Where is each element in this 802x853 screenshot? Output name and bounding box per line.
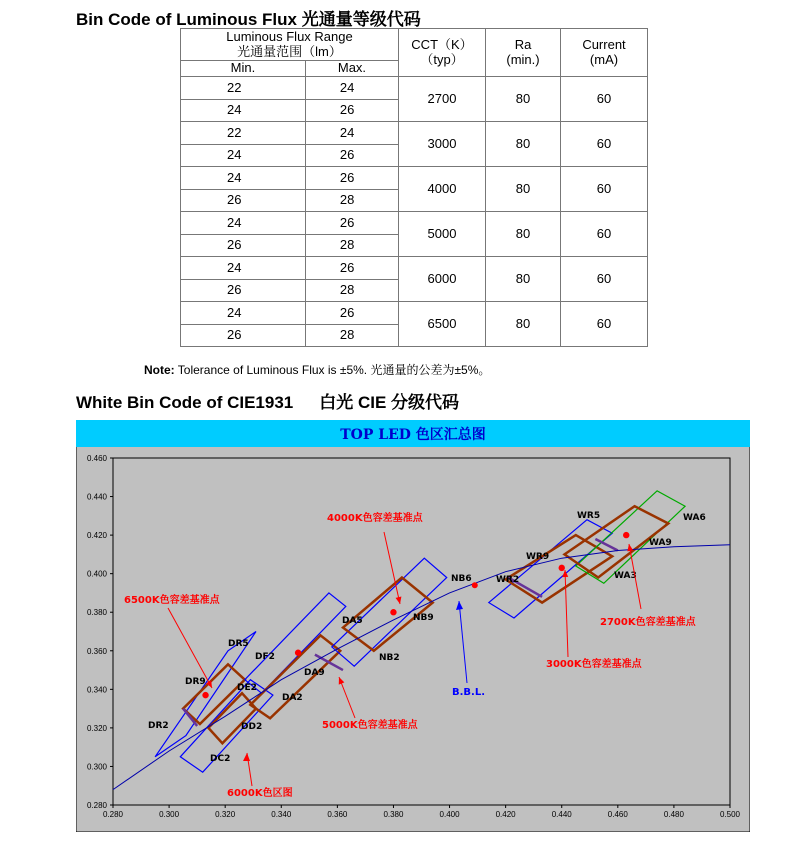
bin-label: DA9 (304, 668, 325, 678)
cell-max: 24 (305, 77, 398, 100)
y-tick-label: 0.300 (86, 762, 107, 772)
y-tick-label: 0.340 (86, 685, 107, 695)
x-tick-label: 0.400 (439, 810, 460, 819)
bin-label: NB6 (451, 574, 472, 584)
cell-max: 26 (305, 144, 398, 167)
cell-min: 24 (181, 257, 306, 280)
reference-point (390, 609, 396, 615)
page-title-white-bin (76, 388, 459, 413)
tolerance-note (144, 361, 490, 378)
cell-ra: 80 (486, 122, 561, 167)
bin-label: DF2 (255, 652, 275, 662)
reference-point-label: 3000K色容差基准点 (546, 659, 642, 670)
cell-min: 22 (181, 77, 306, 100)
header-max: Max. (305, 61, 398, 77)
reference-point (559, 565, 565, 571)
x-tick-label: 0.320 (215, 810, 236, 819)
cell-min: 26 (181, 279, 306, 302)
x-tick-label: 0.440 (551, 810, 572, 819)
y-tick-label: 0.360 (86, 646, 107, 656)
bin-label: WA3 (614, 571, 637, 581)
x-tick-label: 0.340 (271, 810, 292, 819)
header-min: Min. (181, 61, 306, 77)
cell-min: 24 (181, 99, 306, 122)
cell-min: 24 (181, 212, 306, 235)
note-label: Note: (144, 363, 175, 377)
header-cct (399, 29, 486, 77)
cell-ra: 80 (486, 257, 561, 302)
cell-min: 26 (181, 324, 306, 347)
table-body (181, 77, 648, 347)
x-tick-label: 0.460 (607, 810, 628, 819)
y-tick-label: 0.280 (86, 801, 107, 810)
title2-cn: 白光 CIE 分级代码 (319, 393, 460, 412)
annotation-bbl: B.B.L. (452, 687, 486, 698)
note-text: Tolerance of Luminous Flux is ±5%. 光通量的公差为±5%。 (174, 363, 491, 377)
cell-max: 26 (305, 302, 398, 325)
bin-label: WR9 (526, 552, 550, 562)
bin-label: WA6 (683, 513, 706, 523)
reference-point (623, 532, 629, 538)
page-title-luminous-flux: Bin Code of Luminous Flux 光通量等级代码 (76, 10, 421, 29)
cell-cct: 4000 (399, 167, 486, 212)
table-row (181, 122, 648, 145)
cell-min: 24 (181, 167, 306, 190)
table-row (181, 302, 648, 325)
y-tick-label: 0.440 (86, 492, 107, 502)
cell-current: 60 (561, 212, 648, 257)
reference-point-label: 4000K色容差基准点 (327, 513, 423, 524)
header-ra-label: Ra (514, 37, 532, 53)
bin-label: DE2 (237, 683, 257, 693)
cell-cct: 5000 (399, 212, 486, 257)
bin-label: DR2 (148, 721, 169, 731)
reference-point (472, 582, 478, 588)
y-tick-label: 0.380 (86, 608, 107, 618)
title2-en: White Bin Code of CIE1931 (76, 393, 294, 412)
bin-label: WA9 (649, 538, 672, 548)
bin-label: DA5 (342, 616, 363, 626)
header-ra-sub: (min.) (506, 51, 540, 67)
cell-ra: 80 (486, 212, 561, 257)
x-tick-label: 0.360 (327, 810, 348, 819)
table-row (181, 212, 648, 235)
cell-cct: 6500 (399, 302, 486, 347)
cell-min: 26 (181, 189, 306, 212)
bin-label: WR2 (496, 575, 520, 585)
x-tick-label: 0.380 (383, 810, 404, 819)
x-tick-label: 0.300 (159, 810, 180, 819)
bin-label: DA2 (282, 693, 303, 703)
reference-point-label: 6500K色容差基准点 (124, 595, 220, 606)
y-tick-label: 0.460 (86, 454, 107, 463)
bin-label: WR5 (577, 511, 601, 521)
cell-current: 60 (561, 167, 648, 212)
cell-max: 24 (305, 122, 398, 145)
reference-point (202, 692, 208, 698)
y-tick-label: 0.400 (86, 569, 107, 579)
cell-current: 60 (561, 302, 648, 347)
reference-point-label: 5000K色容差基准点 (322, 720, 418, 731)
cell-max: 26 (305, 257, 398, 280)
header-flux-range (181, 29, 399, 61)
cell-min: 24 (181, 302, 306, 325)
cell-max: 28 (305, 324, 398, 347)
cell-ra: 80 (486, 302, 561, 347)
cell-max: 26 (305, 212, 398, 235)
cell-max: 28 (305, 279, 398, 302)
cell-max: 26 (305, 99, 398, 122)
header-flux-cn: 光通量范围（lm） (237, 43, 342, 59)
table-row (181, 257, 648, 280)
chart-title: TOP LED 色区汇总图 (340, 427, 486, 443)
header-cct-en: CCT（K） (411, 37, 473, 53)
annotation-6000k: 6000K色区图 (227, 788, 293, 799)
header-ra (486, 29, 561, 77)
reference-point (295, 650, 301, 656)
cell-max: 28 (305, 234, 398, 257)
x-tick-label: 0.280 (102, 810, 124, 819)
header-cct-sub: （typ） (420, 51, 464, 67)
cell-cct: 3000 (399, 122, 486, 167)
cell-ra: 80 (486, 167, 561, 212)
cie-chart (76, 420, 750, 832)
cell-current: 60 (561, 122, 648, 167)
header-current (561, 29, 648, 77)
bin-label: DC2 (210, 754, 231, 764)
cell-min: 22 (181, 122, 306, 145)
y-tick-label: 0.420 (86, 531, 107, 541)
luminous-flux-table (180, 28, 648, 347)
cell-max: 26 (305, 167, 398, 190)
cell-min: 26 (181, 234, 306, 257)
header-flux-en: Luminous Flux Range (226, 29, 353, 45)
y-tick-label: 0.320 (86, 723, 107, 733)
bin-label: DD2 (241, 722, 263, 732)
cell-cct: 2700 (399, 77, 486, 122)
cell-ra: 80 (486, 77, 561, 122)
bin-label: DR5 (228, 639, 249, 649)
cell-max: 28 (305, 189, 398, 212)
reference-point-label: 2700K色容差基准点 (600, 617, 696, 628)
x-tick-label: 0.500 (719, 810, 741, 819)
table-row (181, 77, 648, 100)
bin-label: NB9 (413, 613, 434, 623)
cell-current: 60 (561, 257, 648, 302)
table-row (181, 167, 648, 190)
header-current-label: Current (582, 37, 626, 53)
cell-current: 60 (561, 77, 648, 122)
bin-label: NB2 (379, 653, 400, 663)
x-tick-label: 0.420 (495, 810, 516, 819)
bin-label: DR9 (185, 677, 206, 687)
cell-cct: 6000 (399, 257, 486, 302)
header-current-sub: (mA) (589, 51, 619, 67)
cell-min: 24 (181, 144, 306, 167)
x-tick-label: 0.480 (663, 810, 684, 819)
